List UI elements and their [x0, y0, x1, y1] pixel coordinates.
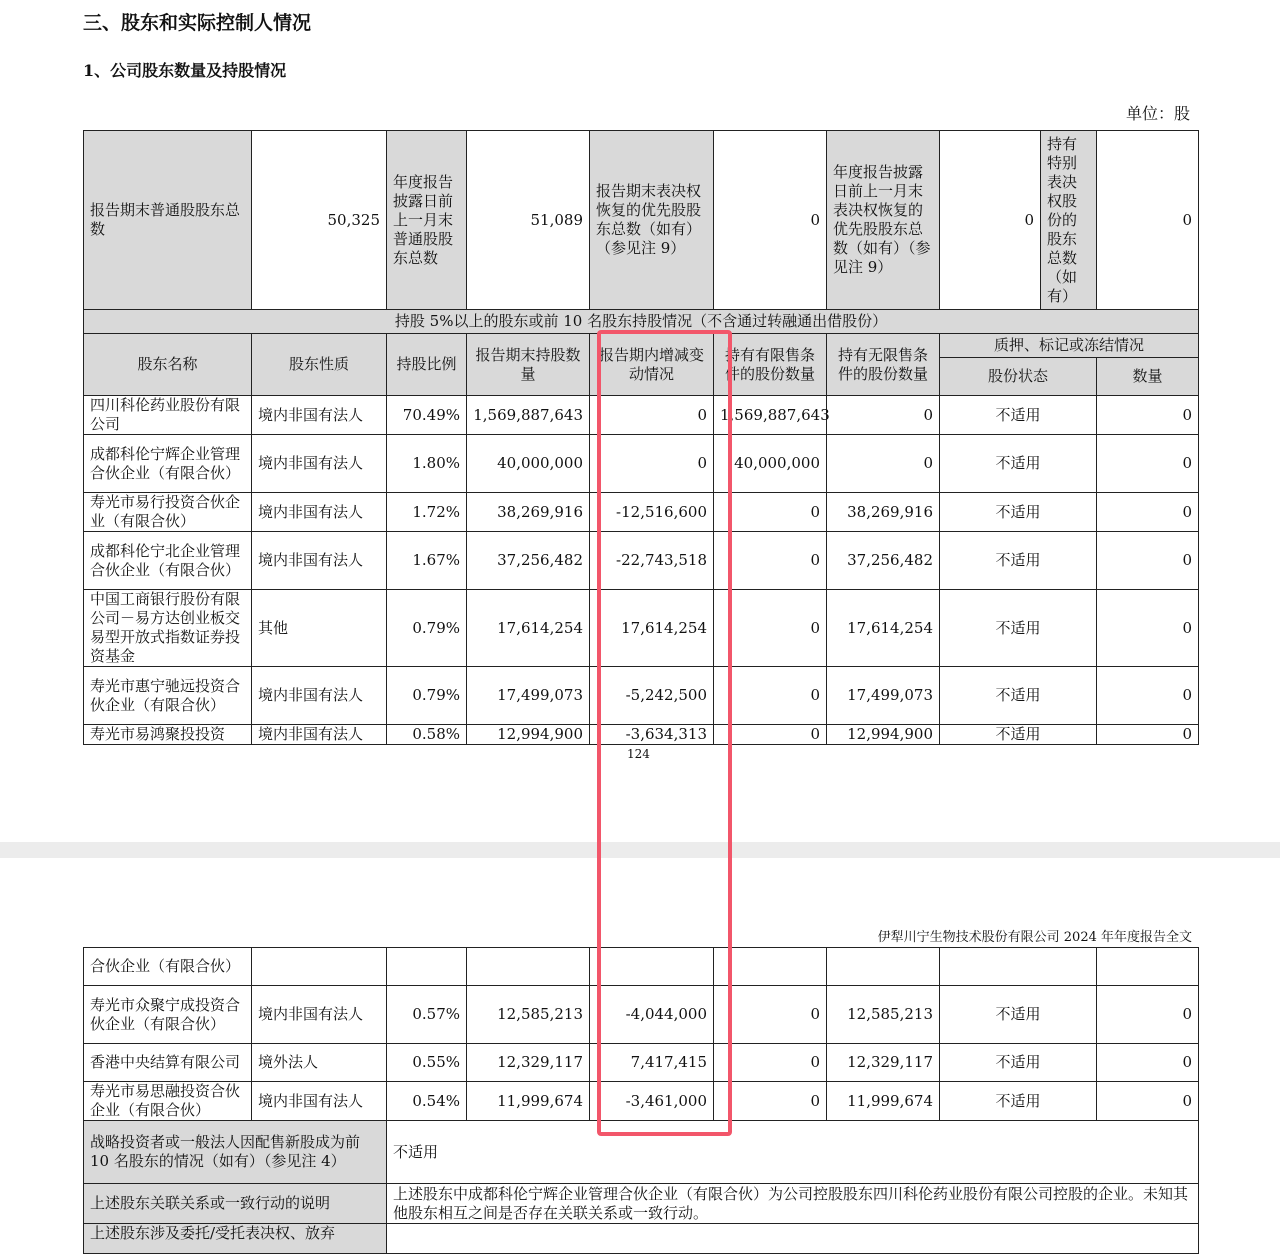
- shareholding-ratio: 1.72%: [387, 493, 467, 532]
- change-during-period: -4,044,000: [590, 986, 714, 1044]
- shareholder-nature: 境内非国有法人: [252, 1082, 387, 1121]
- shareholder-nature: 境内非国有法人: [252, 532, 387, 590]
- end-shares: 37,256,482: [467, 532, 590, 590]
- table-row: [84, 667, 1199, 725]
- pledge-quantity: 0: [1097, 725, 1199, 745]
- shareholding-ratio: 0.54%: [387, 1082, 467, 1121]
- top10-title-row: [84, 310, 1199, 334]
- restricted-shares: 0: [714, 1082, 827, 1121]
- restricted-shares: 0: [714, 590, 827, 667]
- pledge-quantity: 0: [1097, 532, 1199, 590]
- pledge-quantity: 0: [1097, 986, 1199, 1044]
- pledge-quantity: 0: [1097, 1044, 1199, 1082]
- pledge-quantity: 0: [1097, 435, 1199, 493]
- end-shares: 38,269,916: [467, 493, 590, 532]
- col-header-name: 股东名称: [84, 334, 252, 396]
- shareholder-name: 成都科伦宁北企业管理合伙企业（有限合伙）: [84, 532, 252, 590]
- page-number: 124: [627, 747, 650, 761]
- table-row: [84, 493, 1199, 532]
- continued-shareholder-name: 合伙企业（有限合伙）: [84, 948, 252, 986]
- shareholder-nature: 其他: [252, 590, 387, 667]
- shareholder-name: 寿光市易行投资合伙企业（有限合伙）: [84, 493, 252, 532]
- shareholder-nature: 境外法人: [252, 1044, 387, 1082]
- change-during-period: 0: [590, 435, 714, 493]
- restricted-shares: 0: [714, 493, 827, 532]
- shareholder-name: 香港中央结算有限公司: [84, 1044, 252, 1082]
- shareholder-nature: 境内非国有法人: [252, 396, 387, 435]
- col-header-unrestricted: 持有无限售条件的股份数量: [827, 334, 940, 396]
- pledge-status: 不适用: [940, 725, 1097, 745]
- col-header-restricted: 持有有限售条件的股份数量: [714, 334, 827, 396]
- unrestricted-shares: 38,269,916: [827, 493, 940, 532]
- unrestricted-shares: 0: [827, 396, 940, 435]
- unrestricted-shares: 11,999,674: [827, 1082, 940, 1121]
- shareholder-nature: 境内非国有法人: [252, 435, 387, 493]
- summary-label-3: 报告期末表决权恢复的优先股股东总数（如有）（参见注 9）: [590, 131, 714, 310]
- summary-value-2: 51,089: [467, 131, 590, 310]
- table-row-continued: [84, 948, 1199, 986]
- restricted-shares: 0: [714, 1044, 827, 1082]
- strategic-investor-value: 不适用: [387, 1121, 1199, 1184]
- shareholder-nature: 境内非国有法人: [252, 493, 387, 532]
- summary-value-3: 0: [714, 131, 827, 310]
- shareholder-table-page2: [83, 947, 1199, 1254]
- col-header-pledge-group: 质押、标记或冻结情况: [940, 334, 1199, 358]
- table-row: [84, 590, 1199, 667]
- restricted-shares: 0: [714, 667, 827, 725]
- pledge-status: 不适用: [940, 986, 1097, 1044]
- related-party-row: [84, 1184, 1199, 1224]
- pledge-status: 不适用: [940, 435, 1097, 493]
- table-row: [84, 435, 1199, 493]
- summary-value-4: 0: [940, 131, 1041, 310]
- table-row: [84, 396, 1199, 435]
- unrestricted-shares: 12,585,213: [827, 986, 940, 1044]
- table-row: [84, 1044, 1199, 1082]
- voting-rights-label: 上述股东涉及委托/受托表决权、放弃: [84, 1224, 387, 1254]
- column-header-row-1: [84, 334, 1199, 358]
- pledge-status: 不适用: [940, 590, 1097, 667]
- shareholder-nature: 境内非国有法人: [252, 986, 387, 1044]
- table-row: [84, 532, 1199, 590]
- end-shares: 17,499,073: [467, 667, 590, 725]
- shareholding-ratio: 0.55%: [387, 1044, 467, 1082]
- table-row: [84, 725, 1199, 745]
- shareholder-nature: 境内非国有法人: [252, 725, 387, 745]
- pledge-status: 不适用: [940, 1082, 1097, 1121]
- end-shares: 17,614,254: [467, 590, 590, 667]
- change-during-period: -22,743,518: [590, 532, 714, 590]
- col-header-pledge-qty: 数量: [1097, 358, 1199, 396]
- pledge-status: 不适用: [940, 667, 1097, 725]
- strategic-investor-label: 战略投资者或一般法人因配售新股成为前 10 名股东的情况（如有）（参见注 4）: [84, 1121, 387, 1184]
- shareholding-ratio: 0.79%: [387, 590, 467, 667]
- change-during-period: 17,614,254: [590, 590, 714, 667]
- shareholder-nature: 境内非国有法人: [252, 667, 387, 725]
- report-page-2: [0, 858, 1280, 1242]
- pledge-status: 不适用: [940, 493, 1097, 532]
- change-during-period: -12,516,600: [590, 493, 714, 532]
- restricted-shares: 40,000,000: [714, 435, 827, 493]
- table-row: [84, 1082, 1199, 1121]
- change-during-period: -3,461,000: [590, 1082, 714, 1121]
- col-header-nature: 股东性质: [252, 334, 387, 396]
- shareholder-name: 寿光市惠宁驰远投资合伙企业（有限合伙）: [84, 667, 252, 725]
- unrestricted-shares: 37,256,482: [827, 532, 940, 590]
- shareholder-name: 寿光市众聚宁成投资合伙企业（有限合伙）: [84, 986, 252, 1044]
- related-party-label: 上述股东关联关系或一致行动的说明: [84, 1184, 387, 1224]
- restricted-shares: 0: [714, 532, 827, 590]
- end-shares: 12,994,900: [467, 725, 590, 745]
- shareholding-ratio: 70.49%: [387, 396, 467, 435]
- summary-label-2: 年度报告披露日前上一月末普通股股东总数: [387, 131, 467, 310]
- pledge-quantity: 0: [1097, 590, 1199, 667]
- subsection-title: 1、公司股东数量及持股情况: [83, 61, 287, 80]
- pledge-quantity: 0: [1097, 493, 1199, 532]
- pledge-status: 不适用: [940, 532, 1097, 590]
- end-shares: 12,329,117: [467, 1044, 590, 1082]
- top10-title: 持股 5%以上的股东或前 10 名股东持股情况（不含通过转融通出借股份）: [84, 310, 1199, 334]
- pledge-quantity: 0: [1097, 396, 1199, 435]
- change-during-period: -3,634,313: [590, 725, 714, 745]
- summary-label-4: 年度报告披露日前上一月末表决权恢复的优先股股东总数（如有）（参见注 9）: [827, 131, 940, 310]
- end-shares: 40,000,000: [467, 435, 590, 493]
- shareholder-name: 寿光市易思融投资合伙企业（有限合伙）: [84, 1082, 252, 1121]
- shareholding-ratio: 0.58%: [387, 725, 467, 745]
- unrestricted-shares: 12,994,900: [827, 725, 940, 745]
- pledge-status: 不适用: [940, 396, 1097, 435]
- summary-label-1: 报告期末普通股股东总数: [84, 131, 252, 310]
- strategic-investor-row: [84, 1121, 1199, 1184]
- end-shares: 12,585,213: [467, 986, 590, 1044]
- summary-value-1: 50,325: [252, 131, 387, 310]
- col-header-pledge-status: 股份状态: [940, 358, 1097, 396]
- summary-value-5: 0: [1097, 131, 1199, 310]
- shareholding-ratio: 0.57%: [387, 986, 467, 1044]
- summary-label-5: 持有特别表决权股份的股东总数（如有）: [1041, 131, 1097, 310]
- unrestricted-shares: 17,614,254: [827, 590, 940, 667]
- unit-label: 单位：股: [1126, 104, 1191, 123]
- unrestricted-shares: 0: [827, 435, 940, 493]
- pledge-quantity: 0: [1097, 667, 1199, 725]
- shareholding-ratio: 1.80%: [387, 435, 467, 493]
- shareholder-table-page1: [83, 130, 1199, 745]
- change-during-period: 0: [590, 396, 714, 435]
- pledge-status: 不适用: [940, 1044, 1097, 1082]
- col-header-change: 报告期内增减变动情况: [590, 334, 714, 396]
- shareholder-name: 中国工商银行股份有限公司－易方达创业板交易型开放式指数证券投资基金: [84, 590, 252, 667]
- summary-row: [84, 131, 1199, 310]
- restricted-shares: 1,569,887,643: [714, 396, 827, 435]
- section-title: 三、股东和实际控制人情况: [83, 12, 312, 34]
- shareholder-name: 成都科伦宁辉企业管理合伙企业（有限合伙）: [84, 435, 252, 493]
- pledge-quantity: 0: [1097, 1082, 1199, 1121]
- unrestricted-shares: 17,499,073: [827, 667, 940, 725]
- voting-rights-row: [84, 1224, 1199, 1254]
- shareholding-ratio: 1.67%: [387, 532, 467, 590]
- shareholder-name: 寿光市易鸿聚投投资: [84, 725, 252, 745]
- change-during-period: 7,417,415: [590, 1044, 714, 1082]
- col-header-end-shares: 报告期末持股数量: [467, 334, 590, 396]
- col-header-ratio: 持股比例: [387, 334, 467, 396]
- change-during-period: -5,242,500: [590, 667, 714, 725]
- page-header: 伊犁川宁生物技术股份有限公司 2024 年年度报告全文: [877, 930, 1192, 945]
- page-gap: [0, 842, 1280, 858]
- shareholder-name: 四川科伦药业股份有限公司: [84, 396, 252, 435]
- restricted-shares: 0: [714, 725, 827, 745]
- unrestricted-shares: 12,329,117: [827, 1044, 940, 1082]
- shareholding-ratio: 0.79%: [387, 667, 467, 725]
- end-shares: 1,569,887,643: [467, 396, 590, 435]
- related-party-value: 上述股东中成都科伦宁辉企业管理合伙企业（有限合伙）为公司控股股东四川科伦药业股份有限公司控股的企业。未知其他股东相互之间是否存在关联关系或一致行动。: [387, 1184, 1199, 1224]
- restricted-shares: 0: [714, 986, 827, 1044]
- table-row: [84, 986, 1199, 1044]
- end-shares: 11,999,674: [467, 1082, 590, 1121]
